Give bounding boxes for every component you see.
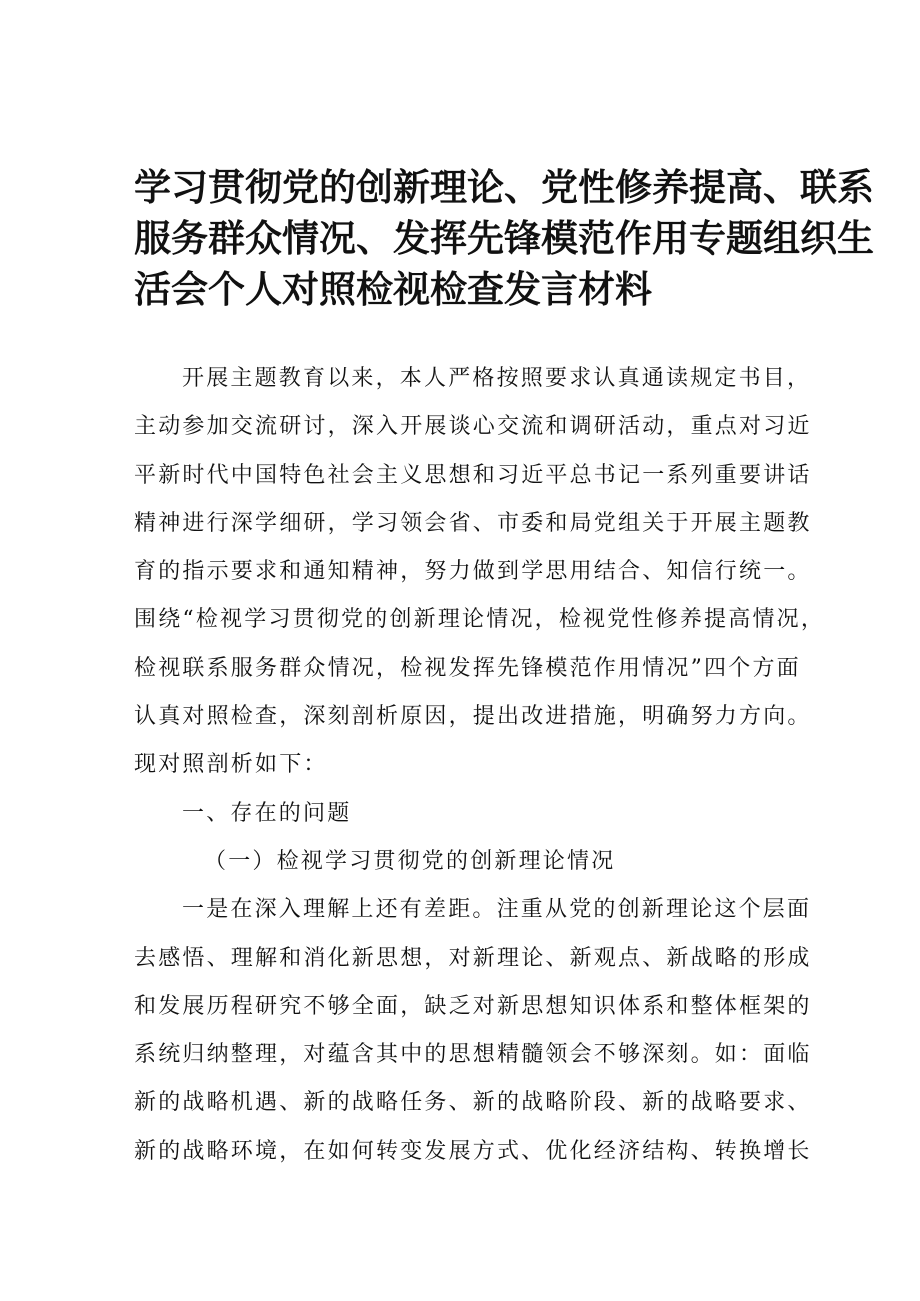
paragraph-intro-line: 平新时代中国特色社会主义思想和习近平总书记一系列重要讲话	[134, 462, 812, 488]
paragraph-issue-line: 去感悟、理解和消化新思想，对新理论、新观点、新战略的形成	[134, 945, 812, 971]
paragraph-intro-line: 检视联系服务群众情况，检视发挥先锋模范作用情况”四个方面	[134, 655, 801, 681]
paragraph-intro-line: 围绕“检视学习贯彻党的创新理论情况，检视党性修养提高情况，	[134, 607, 826, 633]
subsection-heading: （一）检视学习贯彻党的创新理论情况	[204, 848, 616, 874]
paragraph-issue-line: 新的战略环境，在如何转变发展方式、优化经济结构、转换增长	[134, 1138, 812, 1164]
paragraph-issue-line: 一是在深入理解上还有差距。注重从党的创新理论这个层面	[182, 897, 812, 923]
section-heading: 一、存在的问题	[182, 800, 352, 826]
paragraph-intro-line: 开展主题教育以来，本人严格按照要求认真通读规定书目，	[182, 366, 812, 391]
paragraph-intro-line: 精神进行深学细研，学习领会省、市委和局党组关于开展主题教	[134, 510, 812, 536]
title-line: 服务群众情况、发挥先锋模范作用专题组织生	[134, 217, 874, 260]
document-title	[134, 162, 874, 315]
paragraph-intro-line: 主动参加交流研讨，深入开展谈心交流和调研活动，重点对习近	[134, 414, 812, 440]
paragraph-issue-line: 新的战略机遇、新的战略任务、新的战略阶段、新的战略要求、	[134, 1090, 812, 1116]
paragraph-intro-line: 现对照剖析如下：	[134, 752, 328, 778]
title-line: 学习贯彻党的创新理论、党性修养提高、联系	[134, 166, 874, 209]
paragraph-issue-line: 系统归纳整理，对蕴含其中的思想精髓领会不够深刻。如：面临	[134, 1042, 812, 1068]
document-body	[134, 355, 826, 1176]
title-line: 活会个人对照检视检查发言材料	[134, 268, 652, 311]
paragraph-intro-line: 认真对照检查，深刻剖析原因，提出改进措施，明确努力方向。	[134, 704, 812, 730]
paragraph-intro-line: 育的指示要求和通知精神，努力做到学思用结合、知信行统一。	[134, 559, 812, 585]
paragraph-issue-line: 和发展历程研究不够全面，缺乏对新思想知识体系和整体框架的	[134, 993, 812, 1019]
